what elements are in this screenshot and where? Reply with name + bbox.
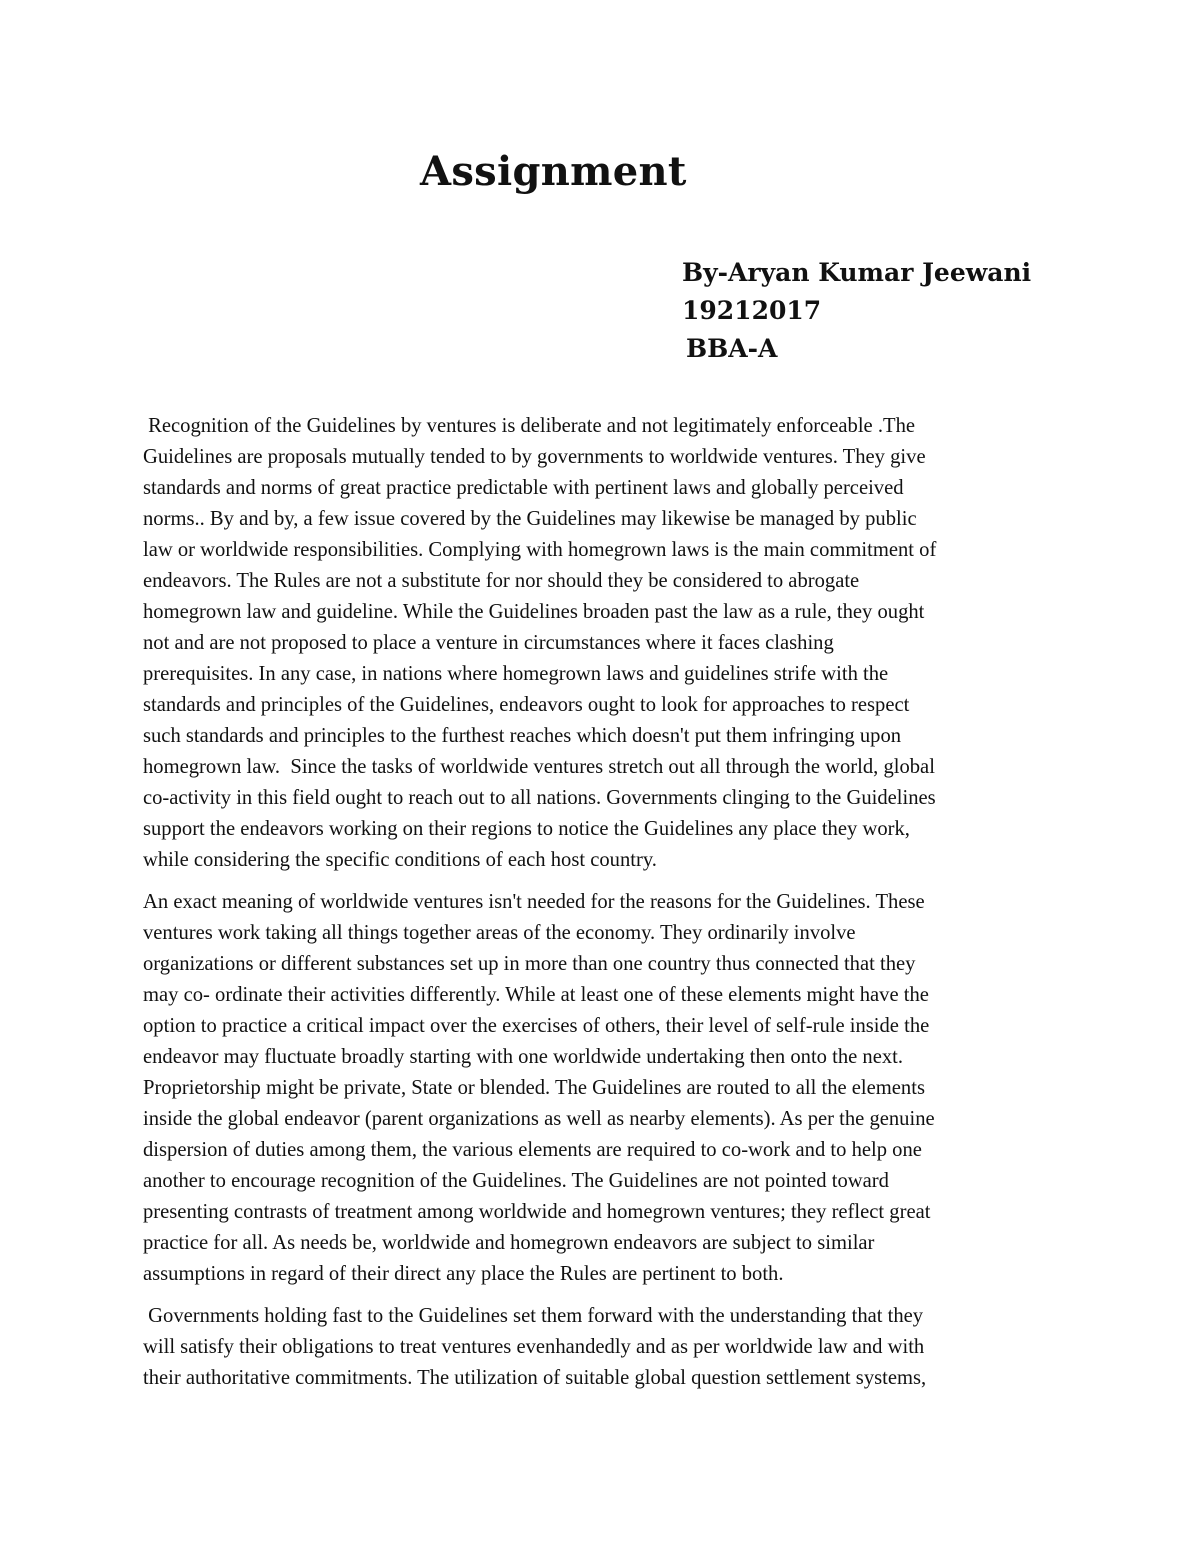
paragraph-line: endeavors. The Rules are not a substitute for nor should they be considered to abrogate — [143, 570, 860, 592]
paragraph-line: Recognition of the Guidelines by ventures is deliberate and not legitimately enforceable .The — [143, 415, 916, 437]
paragraph-line: will satisfy their obligations to treat ventures evenhandedly and as per worldwide law and with — [143, 1336, 925, 1358]
paragraph-line: Governments holding fast to the Guidelines set them forward with the understanding that they — [143, 1305, 924, 1327]
paragraph-line: may co- ordinate their activities differently. While at least one of these elements might have the — [143, 984, 929, 1006]
paragraph-spacer — [143, 1290, 1055, 1301]
paragraph-2 — [143, 887, 1055, 1290]
document-title: Assignment — [420, 148, 687, 195]
paragraph-line: co-activity in this field ought to reach out to all nations. Governments clinging to the Guidelines — [143, 787, 936, 809]
paragraph-line: ventures work taking all things together areas of the economy. They ordinarily involve — [143, 922, 856, 944]
paragraph-line: organizations or different substances set up in more than one country thus connected that they — [143, 953, 916, 975]
paragraph-line: option to practice a critical impact over the exercises of others, their level of self-rule inside the — [143, 1015, 930, 1037]
paragraph-line: presenting contrasts of treatment among worldwide and homegrown ventures; they reflect great — [143, 1201, 931, 1223]
paragraph-line: their authoritative commitments. The utilization of suitable global question settlement systems, — [143, 1367, 927, 1389]
paragraph-line: standards and norms of great practice predictable with pertinent laws and globally perceived — [143, 477, 904, 499]
paragraph-line: standards and principles of the Guidelines, endeavors ought to look for approaches to respect — [143, 694, 910, 716]
paragraph-line: homegrown law and guideline. While the Guidelines broaden past the law as a rule, they ought — [143, 601, 925, 623]
paragraph-3 — [143, 1301, 1055, 1394]
paragraph-line: Guidelines are proposals mutually tended to by governments to worldwide ventures. They give — [143, 446, 926, 468]
author-section: BBA-A — [686, 334, 778, 363]
paragraph-line: An exact meaning of worldwide ventures isn't needed for the reasons for the Guidelines. These — [143, 891, 925, 913]
paragraph-line: Proprietorship might be private, State or blended. The Guidelines are routed to all the elements — [143, 1077, 925, 1099]
paragraph-line: such standards and principles to the furthest reaches which doesn't put them infringing upon — [143, 725, 902, 747]
document-body — [143, 411, 1055, 1394]
paragraph-line: inside the global endeavor (parent organizations as well as nearby elements). As per the genuine — [143, 1108, 935, 1130]
paragraph-line: not and are not proposed to place a venture in circumstances where it faces clashing — [143, 632, 834, 654]
paragraph-line: law or worldwide responsibilities. Complying with homegrown laws is the main commitment of — [143, 539, 937, 561]
paragraph-spacer — [143, 876, 1055, 887]
paragraph-line: practice for all. As needs be, worldwide and homegrown endeavors are subject to similar — [143, 1232, 875, 1254]
paragraph-line: endeavor may fluctuate broadly starting with one worldwide undertaking then onto the next. — [143, 1046, 904, 1068]
paragraph-line: homegrown law. Since the tasks of worldwide ventures stretch out all through the world, global — [143, 756, 935, 778]
paragraph-line: dispersion of duties among them, the various elements are required to co-work and to help one — [143, 1139, 922, 1161]
paragraph-line: prerequisites. In any case, in nations where homegrown laws and guidelines strife with the — [143, 663, 889, 685]
paragraph-line: support the endeavors working on their regions to notice the Guidelines any place they work, — [143, 818, 910, 840]
author-block — [682, 254, 1031, 368]
paragraph-line: assumptions in regard of their direct any place the Rules are pertinent to both. — [143, 1263, 784, 1285]
paragraph-line: norms.. By and by, a few issue covered by the Guidelines may likewise be managed by public — [143, 508, 917, 530]
paragraph-line: while considering the specific conditions of each host country. — [143, 849, 657, 871]
author-name: By-Aryan Kumar Jeewani — [682, 258, 1032, 287]
author-roll-number: 19212017 — [682, 296, 822, 325]
paragraph-line: another to encourage recognition of the Guidelines. The Guidelines are not pointed toward — [143, 1170, 889, 1192]
paragraph-1 — [143, 411, 1055, 876]
